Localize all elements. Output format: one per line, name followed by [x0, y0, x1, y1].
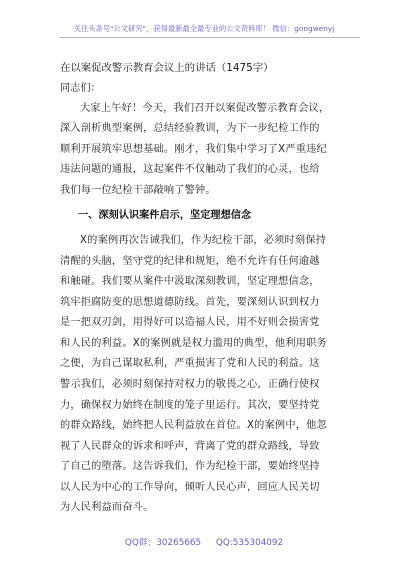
footer-qq-group: QQ群：30265665 [124, 538, 202, 548]
body-line: 和人民的利益。X的案例就是权力滥用的典型，他利用职务 [60, 338, 327, 349]
document-title: 在以案促改警示教育会议上的讲话（1475字） [60, 62, 274, 74]
header-banner: 关注头条号"公文研究"，获得最新最全最专业的公文资料库！ 微信：gongwenyj [73, 24, 335, 33]
body-line: 筑牢拒腐防变的思想道德防线。首先，要深刻认识到权力 [60, 297, 320, 308]
body-line: 大家上午好！今天，我们召开以案促改警示教育会议， [80, 103, 330, 114]
body-line: 视了人民群众的诉求和呼声，背离了党的群众路线，导致 [60, 441, 320, 452]
body-line: 我们每一位纪检干部敲响了警钟。 [60, 185, 216, 196]
section-heading: 一、深刻认识案件启示，坚定理想信念 [78, 210, 252, 221]
body-line: 和触碰。我们要从案件中汲取深刻教训，坚定理想信念， [60, 276, 320, 287]
body-line: 力，确保权力始终在制度的笼子里运行。其次，要坚持党 [60, 400, 320, 411]
body-line: 违法问题的通报，这起案件不仅触动了我们的心灵，也给 [60, 164, 320, 175]
body-line: 顺利开展筑牢思想基础。刚才，我们集中学习了X严重违纪 [60, 144, 327, 155]
body-line: 为人民利益而奋斗。 [60, 502, 154, 513]
footer-contact [0, 535, 408, 548]
body-line: 警示我们，必须时刻保持对权力的敬畏之心，正确行使权 [60, 379, 320, 390]
body-line: 深入剖析典型案例，总结经验教训，为下一步纪检工作的 [60, 123, 320, 134]
body-line: X的案例再次告诫我们，作为纪检干部，必须时刻保持 [80, 235, 327, 246]
body-line: 清醒的头脑，坚守党的纪律和规矩，绝不允许有任何逾越 [60, 256, 320, 267]
body-line: 了自己的堕落。这告诉我们，作为纪检干部，要始终坚持 [60, 461, 320, 472]
header-divider [60, 37, 360, 38]
body-line: 是一把双刃剑，用得好可以造福人民，用不好则会损害党 [60, 317, 320, 328]
salutation: 同志们： [60, 83, 101, 94]
body-line: 之便，为自己谋取私利，严重损害了党和人民的利益。这 [60, 358, 320, 369]
footer-qq: QQ:535304092 [215, 538, 284, 548]
body-line: 的群众路线，始终把人民利益放在首位。X的案例中，他忽 [60, 420, 327, 431]
body-line: 以人民为中心的工作导向，倾听人民心声，回应人民关切 [60, 482, 320, 493]
